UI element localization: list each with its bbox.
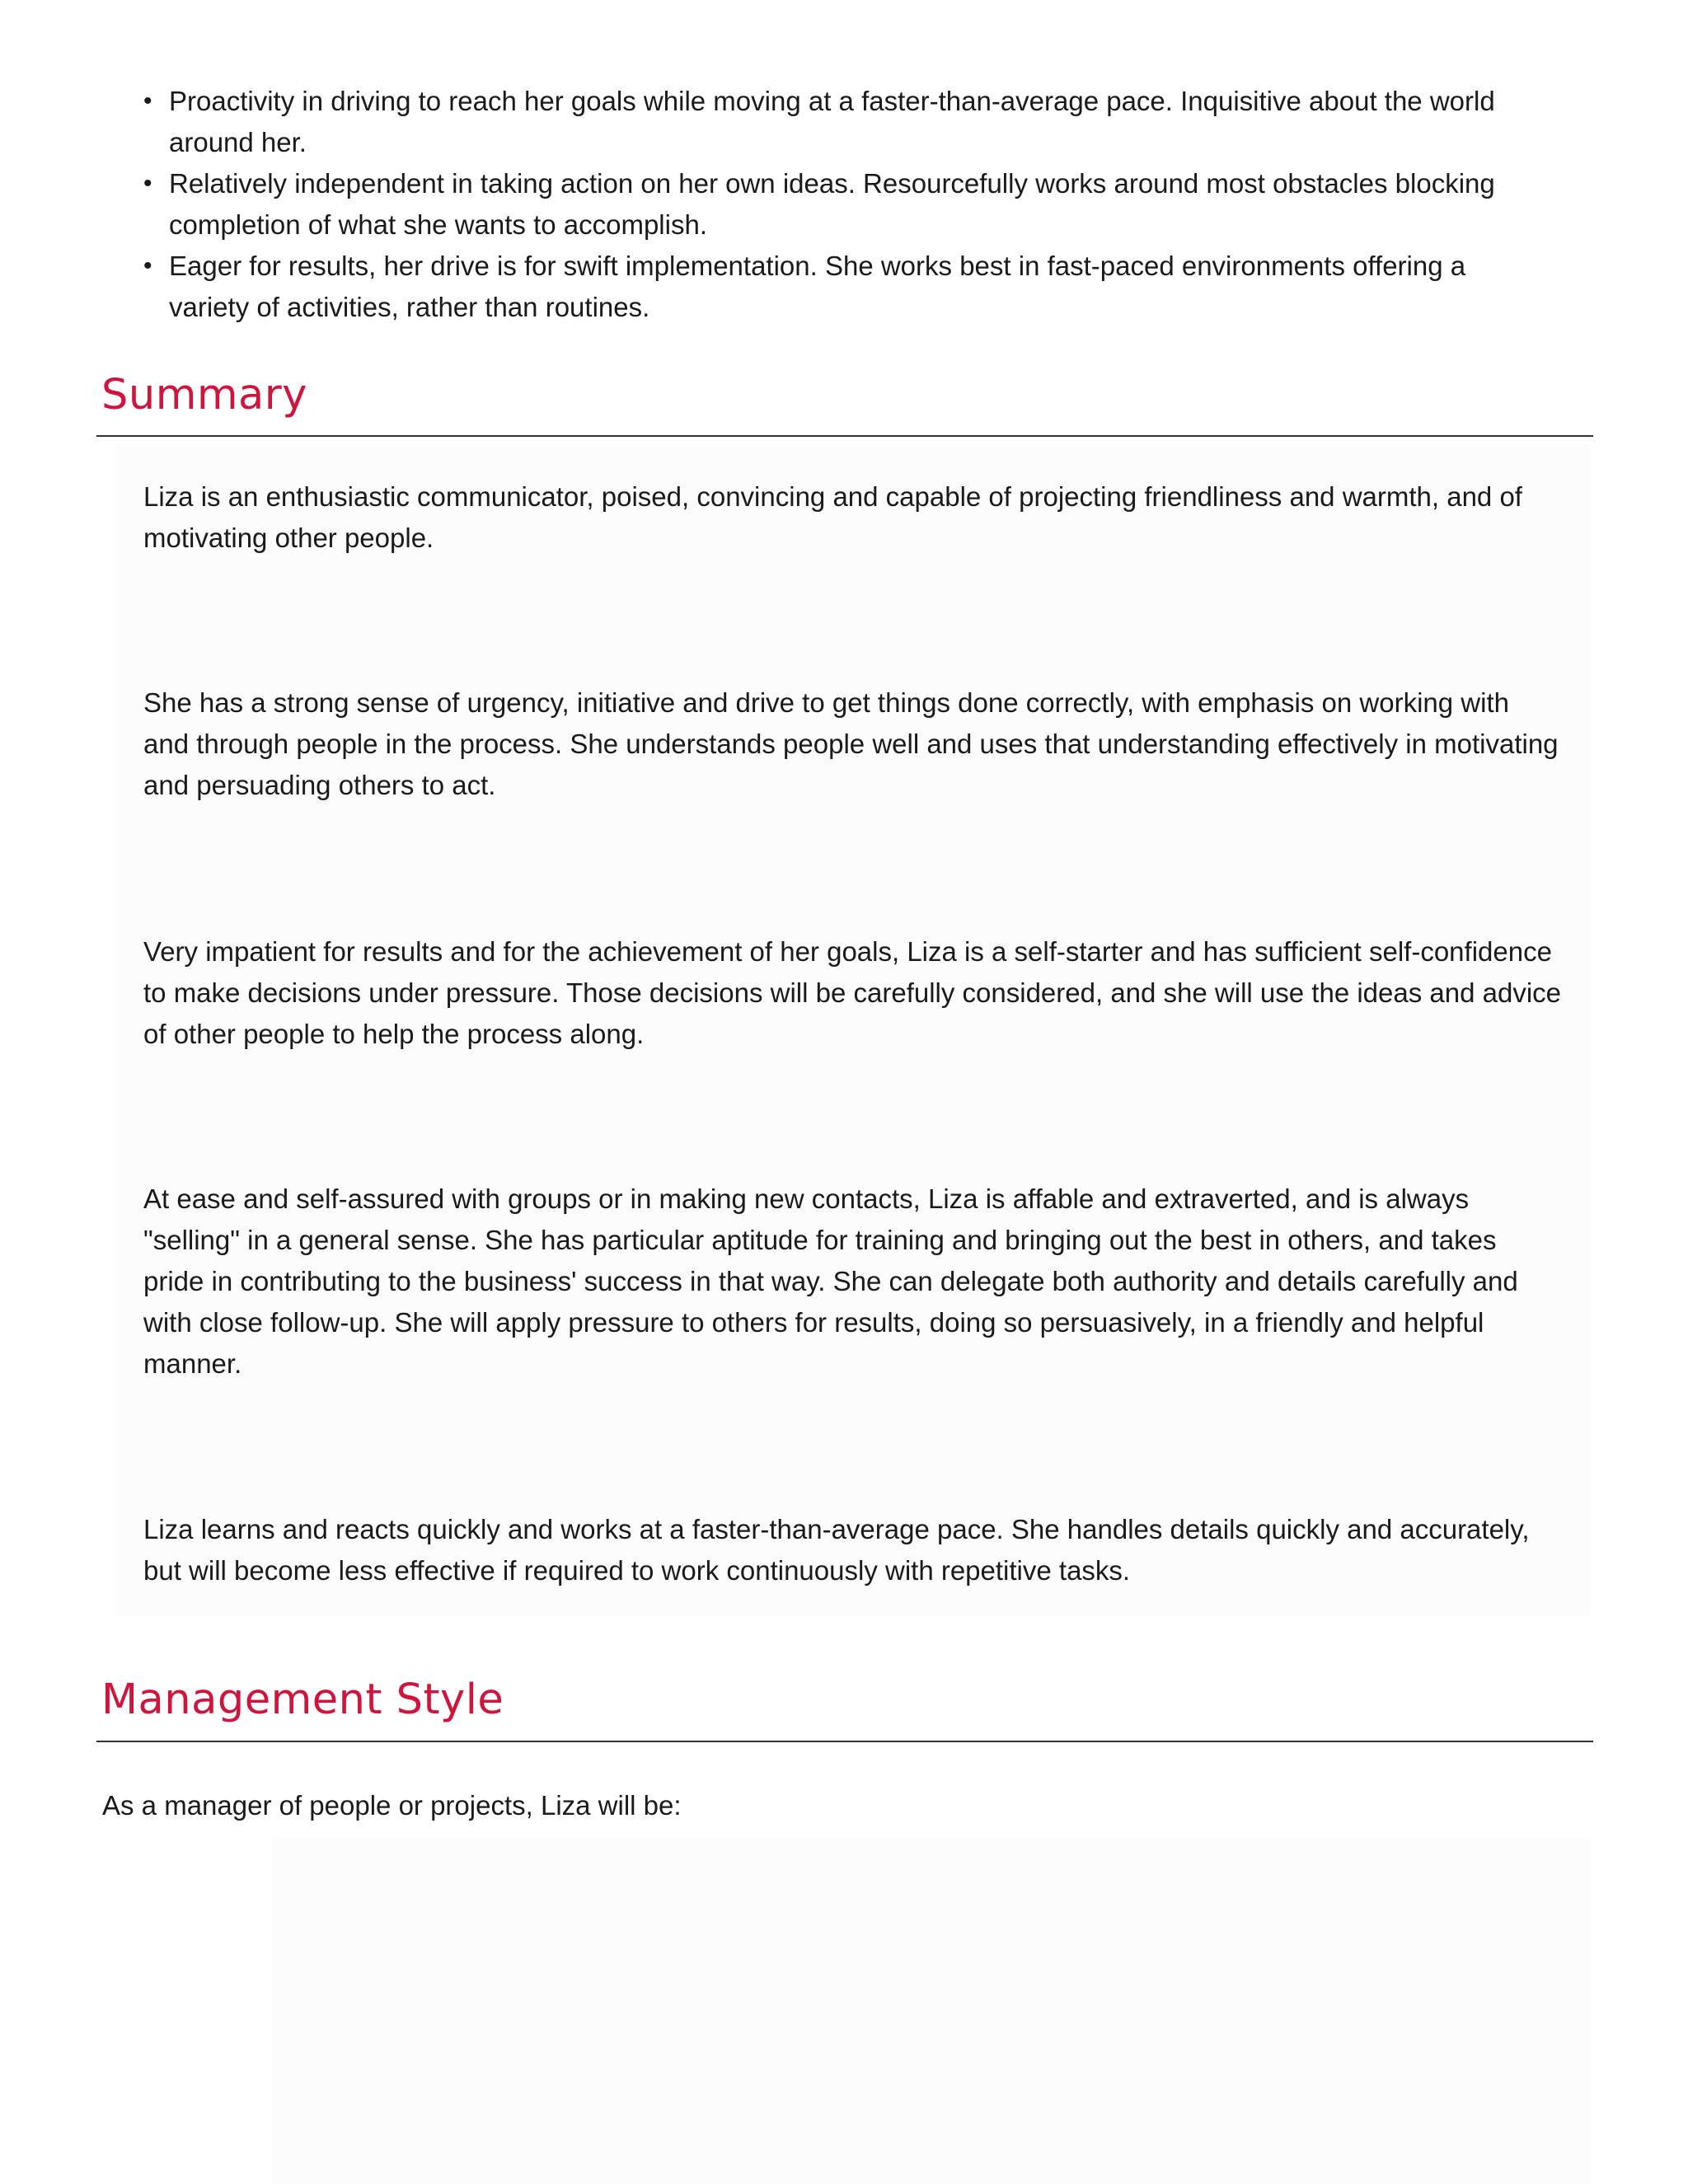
bullet-text: Relatively independent in taking action on her own ideas. Resourcefully works around most obstacles blocking completion of what she wants to accomplish. (169, 168, 1495, 240)
summary-paragraph: Very impatient for results and for the achievement of her goals, Liza is a self-starter and has sufficient self-confidence to make decisions under pressure. Those decisions will be carefully considered, and she will use the ideas and advice of other people to help the process along. (143, 936, 1562, 1049)
summary-paragraph: At ease and self-assured with groups or in making new contacts, Liza is affable and extraverted, and is always "selling" in a general sense. She has particular aptitude for training and bringing out the best in others, and takes pride in contributing to the business' success in that way. She can delegate both authority and details carefully and with close follow-up. She will apply pressure to others for results, doing so persuasively, in a friendly and helpful manner. (143, 1183, 1518, 1379)
summary-paragraph: Liza is an enthusiastic communicator, poised, convincing and capable of projecting friendliness and warmth, and of motivating other people. (143, 481, 1522, 553)
list-item (140, 81, 1541, 163)
trait-bullet-list (140, 81, 1541, 328)
summary-paragraph: She has a strong sense of urgency, initiative and drive to get things done correctly, with emphasis on working with and through people in the process. She understands people well and uses that understanding effectively in motivating and persuading others to act. (143, 687, 1559, 800)
summary-divider (96, 435, 1593, 437)
list-item (140, 246, 1541, 328)
bullet-icon: • (143, 87, 152, 115)
bullet-icon: • (143, 252, 152, 279)
bullet-icon: • (143, 170, 152, 197)
bullet-text: Proactivity in driving to reach her goals while moving at a faster-than-average pace. Inquisitive about the world around her. (169, 86, 1495, 157)
management-intro: As a manager of people or projects, Liza will be: (102, 1790, 682, 1821)
list-item (140, 163, 1541, 246)
summary-heading: Summary (101, 371, 307, 419)
summary-paragraph: Liza learns and reacts quickly and works at a faster-than-average pace. She handles details quickly and accurately, but will become less effective if required to work continuously with repetitive tasks. (143, 1514, 1530, 1586)
bullet-text: Eager for results, her drive is for swift implementation. She works best in fast-paced environments offering a variety of activities, rather than routines. (169, 251, 1466, 322)
management-style-heading: Management Style (101, 1675, 504, 1724)
management-style-divider (96, 1741, 1593, 1742)
management-background (272, 1838, 1591, 2184)
